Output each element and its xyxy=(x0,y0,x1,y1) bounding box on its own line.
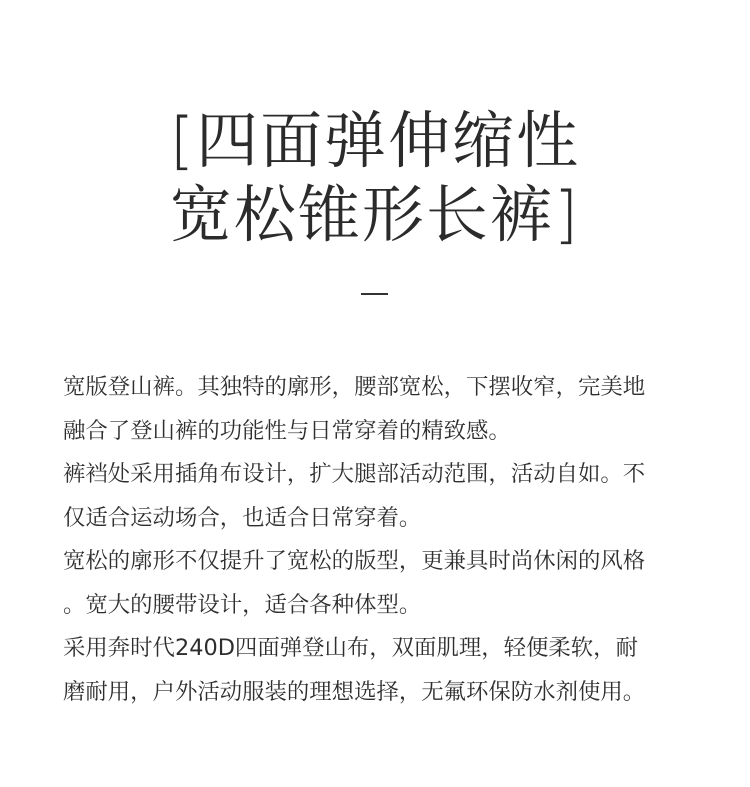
description-line: 裤裆处采用插角布设计，扩大腿部活动范围，活动自如。不 xyxy=(63,461,646,487)
description-line: 。宽大的腰带设计，适合各种体型。 xyxy=(63,591,422,618)
title-divider xyxy=(361,293,388,295)
title-line-2: 宽松锥形长裤] xyxy=(169,178,581,251)
description-line: 磨耐用，户外活动服装的理想选择，无氟环保防水剂使用。 xyxy=(63,678,646,705)
product-description xyxy=(63,366,693,714)
product-title xyxy=(0,104,750,252)
description-line: 采用奔时代240D四面弹登山布，双面肌理，轻便柔软，耐 xyxy=(63,635,638,661)
description-line: 宽版登山裤。其独特的廓形，腰部宽松，下摆收窄，完美地 xyxy=(63,374,646,400)
title-line-1: [四面弹伸缩性 xyxy=(169,104,581,177)
description-line: 宽松的廓形不仅提升了宽松的版型，更兼具时尚休闲的风格 xyxy=(63,548,646,574)
description-line: 融合了登山裤的功能性与日常穿着的精致感。 xyxy=(63,417,511,444)
description-line: 仅适合运动场合，也适合日常穿着。 xyxy=(63,504,422,531)
